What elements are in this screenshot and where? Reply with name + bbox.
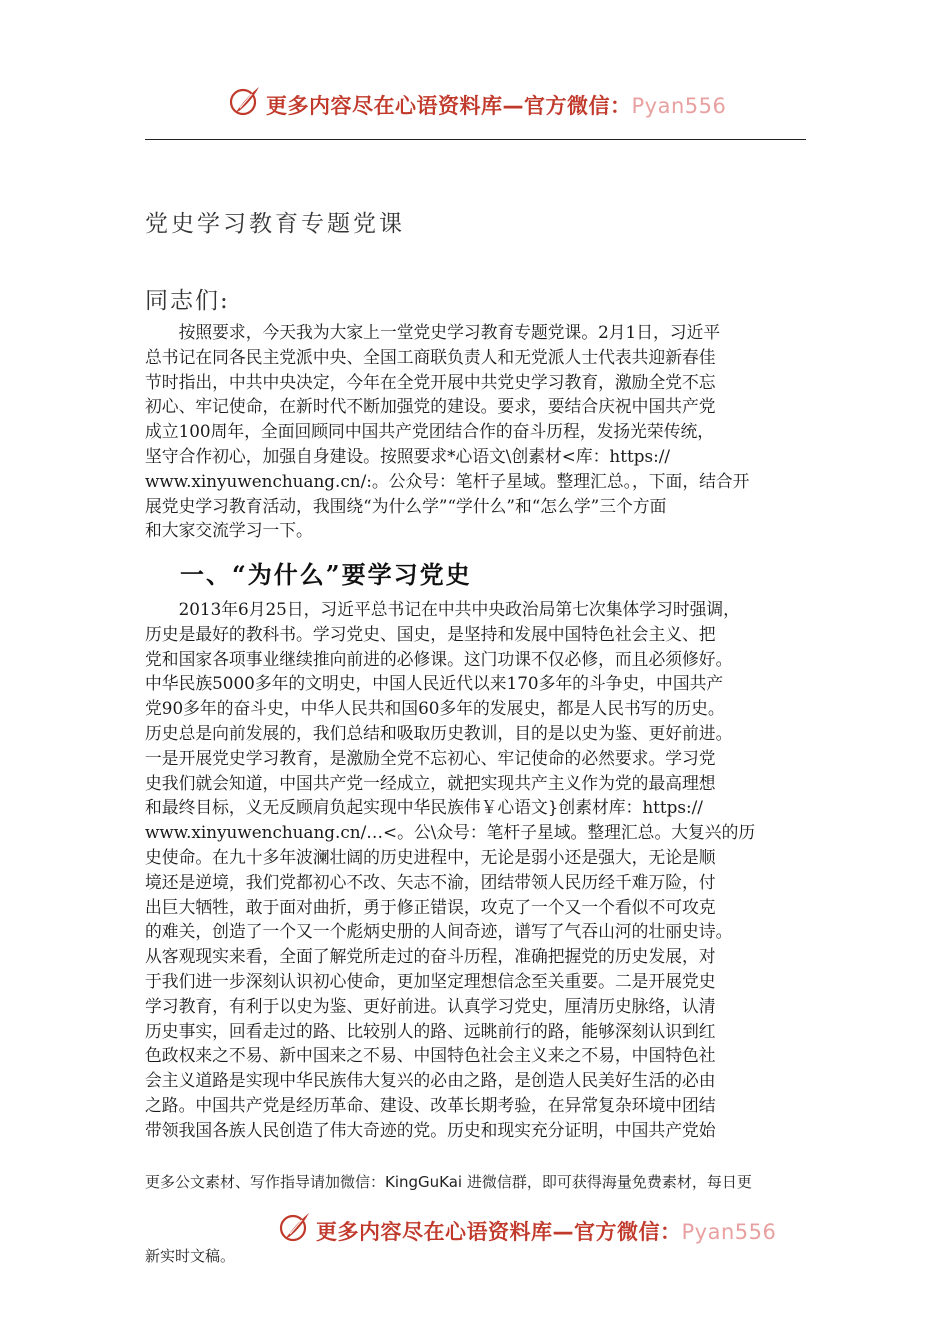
text-line: 历史事实，回看走过的路、比较别人的路、远眺前行的路，能够深刻认识到红 <box>145 1020 716 1041</box>
text-line: 成立100周年，全面回顾同中国共产党团结合作的奋斗历程，发扬光荣传统， <box>145 421 715 442</box>
text-line: 于我们进一步深刻认识初心使命，更加坚定理想信念至关重要。二是开展党史 <box>145 970 716 991</box>
banner-text: 更多内容尽在心语资料库—官方微信：Pyan556 <box>316 1220 777 1244</box>
text-line: 坚守合作初心，加强自身建设。按照要求*心语文\创素材<库：https:// <box>145 445 671 466</box>
banner-text: 更多内容尽在心语资料库—官方微信：Pyan556 <box>266 94 727 118</box>
text-line: www.xinyuwenchuang.cn/…<。公\众号：笔杆子星域。整理汇总。大复兴的历 <box>145 822 756 843</box>
footer-note: 更多公文素材、写作指导请加微信：KingGuKai 进微信群，即可获得海量免费素材，每日更 <box>145 1173 752 1191</box>
text-line: 党和国家各项事业继续推向前进的必修课。这门功课不仅必修，而且必须修好。 <box>145 648 733 669</box>
footer-banner <box>0 1208 950 1248</box>
footer-note-continued: 新实时文稿。 <box>145 1247 236 1265</box>
text-line: 学习教育，有利于以史为鉴、更好前进。认真学习党史，厘清历史脉络，认清 <box>145 995 716 1016</box>
text-line: www.xinyuwenchuang.cn/:。公众号：笔杆子星域。整理汇总。，下面，结合开 <box>145 470 750 491</box>
text-line: 带领我国各族人民创造了伟大奇迹的党。历史和现实充分证明，中国共产党始 <box>145 1119 716 1140</box>
feather-pen-logo-icon <box>278 1210 312 1244</box>
text-line: 出巨大牺牲，敢于面对曲折，勇于修正错误，攻克了一个又一个看似不可攻克 <box>145 896 716 917</box>
text-line: 史使命。在九十多年波澜壮阔的历史进程中，无论是弱小还是强大，无论是顺 <box>145 846 716 867</box>
text-line: 党90多年的奋斗史，中华人民共和国60多年的发展史，都是人民书写的历史。 <box>145 698 725 719</box>
feather-pen-logo-icon <box>228 84 262 118</box>
text-line: 从客观现实来看，全面了解党所走过的奋斗历程，准确把握党的历史发展，对 <box>145 946 716 967</box>
text-line: 色政权来之不易、新中国来之不易、中国特色社会主义来之不易，中国特色社 <box>145 1045 716 1066</box>
intro-paragraph <box>145 320 806 543</box>
header-banner <box>0 82 950 122</box>
text-line: 按照要求，今天我为大家上一堂党史学习教育专题党课。2月1日，习近平 <box>145 322 721 342</box>
header-divider <box>145 139 806 140</box>
section-heading-1: 一、“为什么”要学习党史 <box>180 560 472 589</box>
text-line: 节时指出，中共中央决定，今年在全党开展中共党史学习教育，激励全党不忘 <box>145 371 716 392</box>
text-line: 和最终目标，义无反顾肩负起实现中华民族伟￥心语文}创素材库：https:// <box>145 797 703 818</box>
text-line: 2013年6月25日，习近平总书记在中共中央政治局第七次集体学习时强调， <box>145 599 740 619</box>
text-line: 境还是逆境，我们党都初心不改、矢志不渝，团结带领人民历经千难万险，付 <box>145 871 716 892</box>
text-line: 初心、牢记使命，在新时代不断加强党的建设。要求，要结合庆祝中国共产党 <box>145 396 716 417</box>
text-line: 和大家交流学习一下。 <box>145 520 313 541</box>
text-line: 的难关，创造了一个又一个彪炳史册的人间奇迹，谱写了气吞山河的壮丽史诗。 <box>145 921 733 942</box>
text-line: 史我们就会知道，中国共产党一经成立，就把实现共产主义作为党的最高理想 <box>145 772 716 793</box>
text-line: 中华民族5000多年的文明史，中国人民近代以来170多年的斗争史，中国共产 <box>145 673 724 694</box>
text-line: 之路。中国共产党是经历革命、建设、改革长期考验，在异常复杂环境中团结 <box>145 1094 716 1115</box>
text-line: 历史总是向前发展的，我们总结和吸取历史教训，目的是以史为鉴、更好前进。 <box>145 722 733 743</box>
text-line: 会主义道路是实现中华民族伟大复兴的必由之路，是创造人民美好生活的必由 <box>145 1070 716 1091</box>
text-line: 历史是最好的教科书。学习党史、国史，是坚持和发展中国特色社会主义、把 <box>145 623 716 644</box>
salutation: 同志们: <box>145 288 230 314</box>
text-line: 一是开展党史学习教育，是激励全党不忘初心、牢记使命的必然要求。学习党 <box>145 747 716 768</box>
text-line: 总书记在同各民主党派中央、全国工商联负责人和无党派人士代表共迎新春佳 <box>145 346 716 367</box>
section1-paragraph <box>145 597 806 1143</box>
document-title: 党史学习教育专题党课 <box>145 211 405 237</box>
text-line: 展党史学习教育活动，我围绕“为什么学”“学什么”和“怎么学”三个方面 <box>145 495 667 516</box>
